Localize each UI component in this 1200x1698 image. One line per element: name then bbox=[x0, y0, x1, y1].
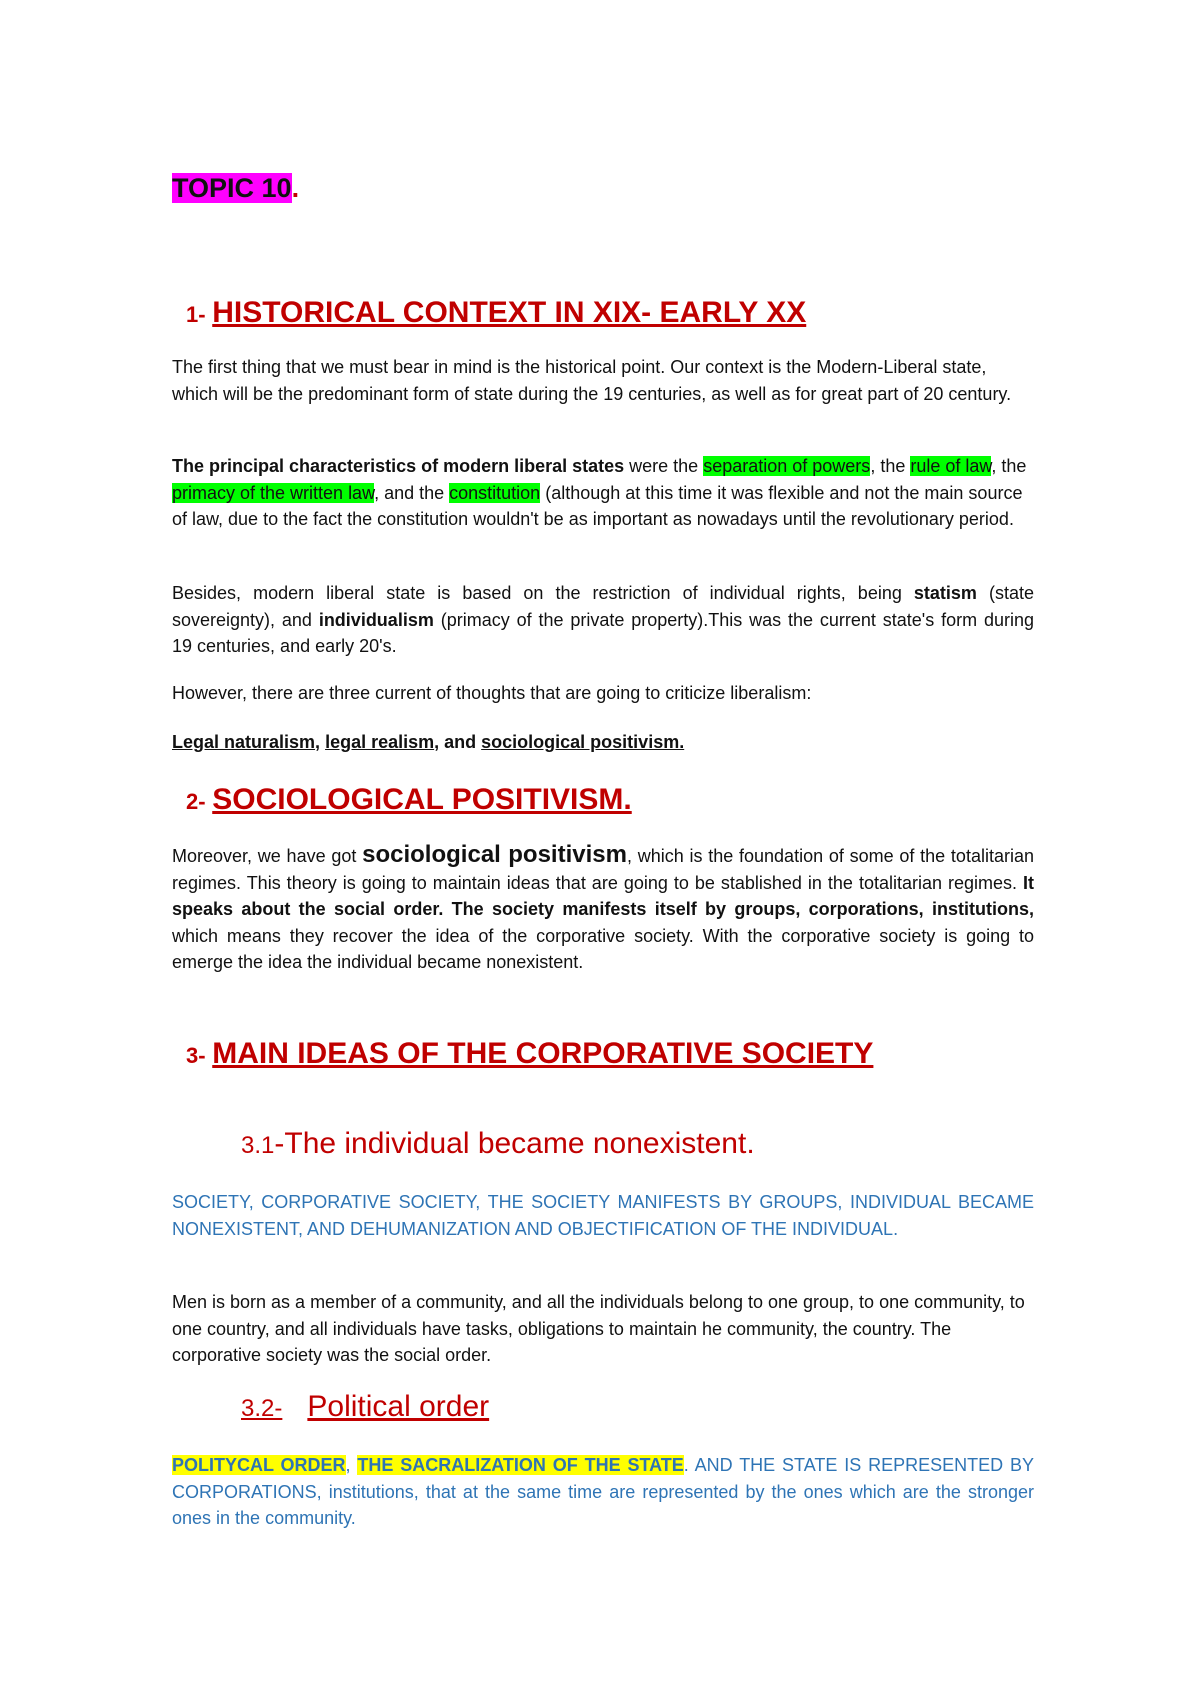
bold-individualism: individualism bbox=[318, 609, 434, 630]
subsection-3-1-summary: SOCIETY, CORPORATIVE SOCIETY, THE SOCIETY MANIFESTS BY GROUPS, INDIVIDUAL BECAME NONEXISTENT, AND DEHUMANIZATION AND OBJECTIFICATION OF THE INDIVIDUAL. bbox=[172, 1192, 1034, 1239]
section-2-number: 2- bbox=[186, 789, 206, 814]
highlight-polytical-order: POLITYCAL ORDER bbox=[172, 1455, 346, 1475]
bold-statism: statism bbox=[913, 583, 977, 603]
text-run: , and the bbox=[374, 482, 450, 503]
underline-sociological-positivism: sociological positivism. bbox=[481, 732, 685, 752]
section-1-paragraph-4: However, there are three current of thoughts that are going to criticize liberalism: bbox=[172, 683, 812, 703]
section-2-title: SOCIOLOGICAL POSITIVISM. bbox=[212, 783, 632, 816]
text-run: Moreover, we have got bbox=[172, 846, 363, 866]
section-1-number: 1- bbox=[186, 302, 206, 327]
section-2-heading bbox=[186, 783, 632, 817]
text-run: which means they recover the idea of the corporative society. With the corporative society is going to emerge the idea the individual became nonexistent. bbox=[172, 925, 1034, 972]
text-run: , the bbox=[991, 456, 1027, 476]
subsection-3-2-number: 3.2- bbox=[241, 1395, 283, 1422]
subsection-3-2-title: Political order bbox=[307, 1390, 490, 1423]
text-run: , and bbox=[434, 732, 482, 752]
highlight-rule-of-law: rule of law bbox=[910, 456, 992, 476]
section-1-title: HISTORICAL CONTEXT IN XIX- EARLY XX bbox=[212, 296, 807, 329]
section-1-paragraph-3 bbox=[172, 580, 1034, 660]
text-run: Besides, modern liberal state is based on the restriction of individual rights, being bbox=[172, 583, 914, 603]
highlight-sacralization-of-state: THE SACRALIZATION OF THE STATE bbox=[357, 1455, 684, 1475]
text-run: (although at this time it was flexible and not the main source of law, due to the fact the constitution wouldn't be as important as nowadays until the revolutionary period. bbox=[172, 482, 1023, 529]
subsection-3-2-paragraph bbox=[172, 1452, 1034, 1532]
text-run: , the bbox=[870, 456, 911, 476]
topic-heading bbox=[172, 170, 299, 206]
large-bold-sociological-positivism: sociological positivism bbox=[362, 841, 627, 868]
text-run: , bbox=[345, 1455, 358, 1475]
subsection-3-1-title: -The individual became nonexistent. bbox=[274, 1127, 755, 1160]
bold-phrase: The principal characteristics of modern liberal states bbox=[172, 456, 625, 476]
text-run: . AND THE STATE IS REPRESENTED BY CORPORATIONS, institutions, that at the same time are represented by the ones which are the stronger ones in the community. bbox=[172, 1455, 1034, 1528]
subsection-3-1-paragraph: Men is born as a member of a community, and all the individuals belong to one group, to one community, to one country, and all individuals have tasks, obligations to maintain he community, the country. The corporative society was the social order. bbox=[172, 1292, 1025, 1365]
section-3-heading bbox=[186, 1037, 873, 1071]
section-2-paragraph-1 bbox=[172, 842, 1034, 976]
text-run: , which is the foundation of some of the totalitarian regimes. This theory is going to maintain ideas that are going to be stablished in the totalitarian regimes. bbox=[172, 846, 1034, 893]
text-run: , bbox=[315, 732, 326, 752]
subsection-3-1-heading bbox=[241, 1127, 755, 1161]
underline-legal-naturalism: Legal naturalism bbox=[172, 732, 316, 752]
subsection-3-2-heading bbox=[241, 1390, 489, 1424]
text-run: (primacy of the private property).This was the current state's form during 19 centuries, and early 20's. bbox=[172, 609, 1035, 656]
highlight-primacy-written-law: primacy of the written law bbox=[172, 482, 375, 503]
section-1-heading bbox=[186, 296, 806, 330]
section-1-paragraph-1: The first thing that we must bear in mind is the historical point. Our context is the Modern-Liberal state, which will be the predominant form of state during the 19 centuries, as well as for great part of 20 century. bbox=[172, 357, 1012, 404]
text-run: (state sovereignty), and bbox=[172, 583, 1034, 630]
section-3-title: MAIN IDEAS OF THE CORPORATIVE SOCIETY bbox=[212, 1037, 874, 1070]
section-1-paragraph-2 bbox=[172, 453, 1034, 533]
highlight-constitution: constitution bbox=[449, 482, 541, 503]
underline-legal-realism: legal realism bbox=[325, 732, 435, 752]
text-run: were the bbox=[624, 456, 704, 476]
section-1-paragraph-5 bbox=[172, 729, 1034, 756]
bold-social-order: It speaks about the social order. The society manifests itself by groups, corporations, institutions, bbox=[172, 872, 1034, 919]
subsection-3-1-number: 3.1 bbox=[241, 1132, 275, 1159]
topic-label: TOPIC 10 bbox=[172, 173, 292, 203]
section-3-number: 3- bbox=[186, 1043, 206, 1068]
topic-dot: . bbox=[291, 173, 300, 203]
highlight-separation-of-powers: separation of powers bbox=[703, 456, 871, 476]
